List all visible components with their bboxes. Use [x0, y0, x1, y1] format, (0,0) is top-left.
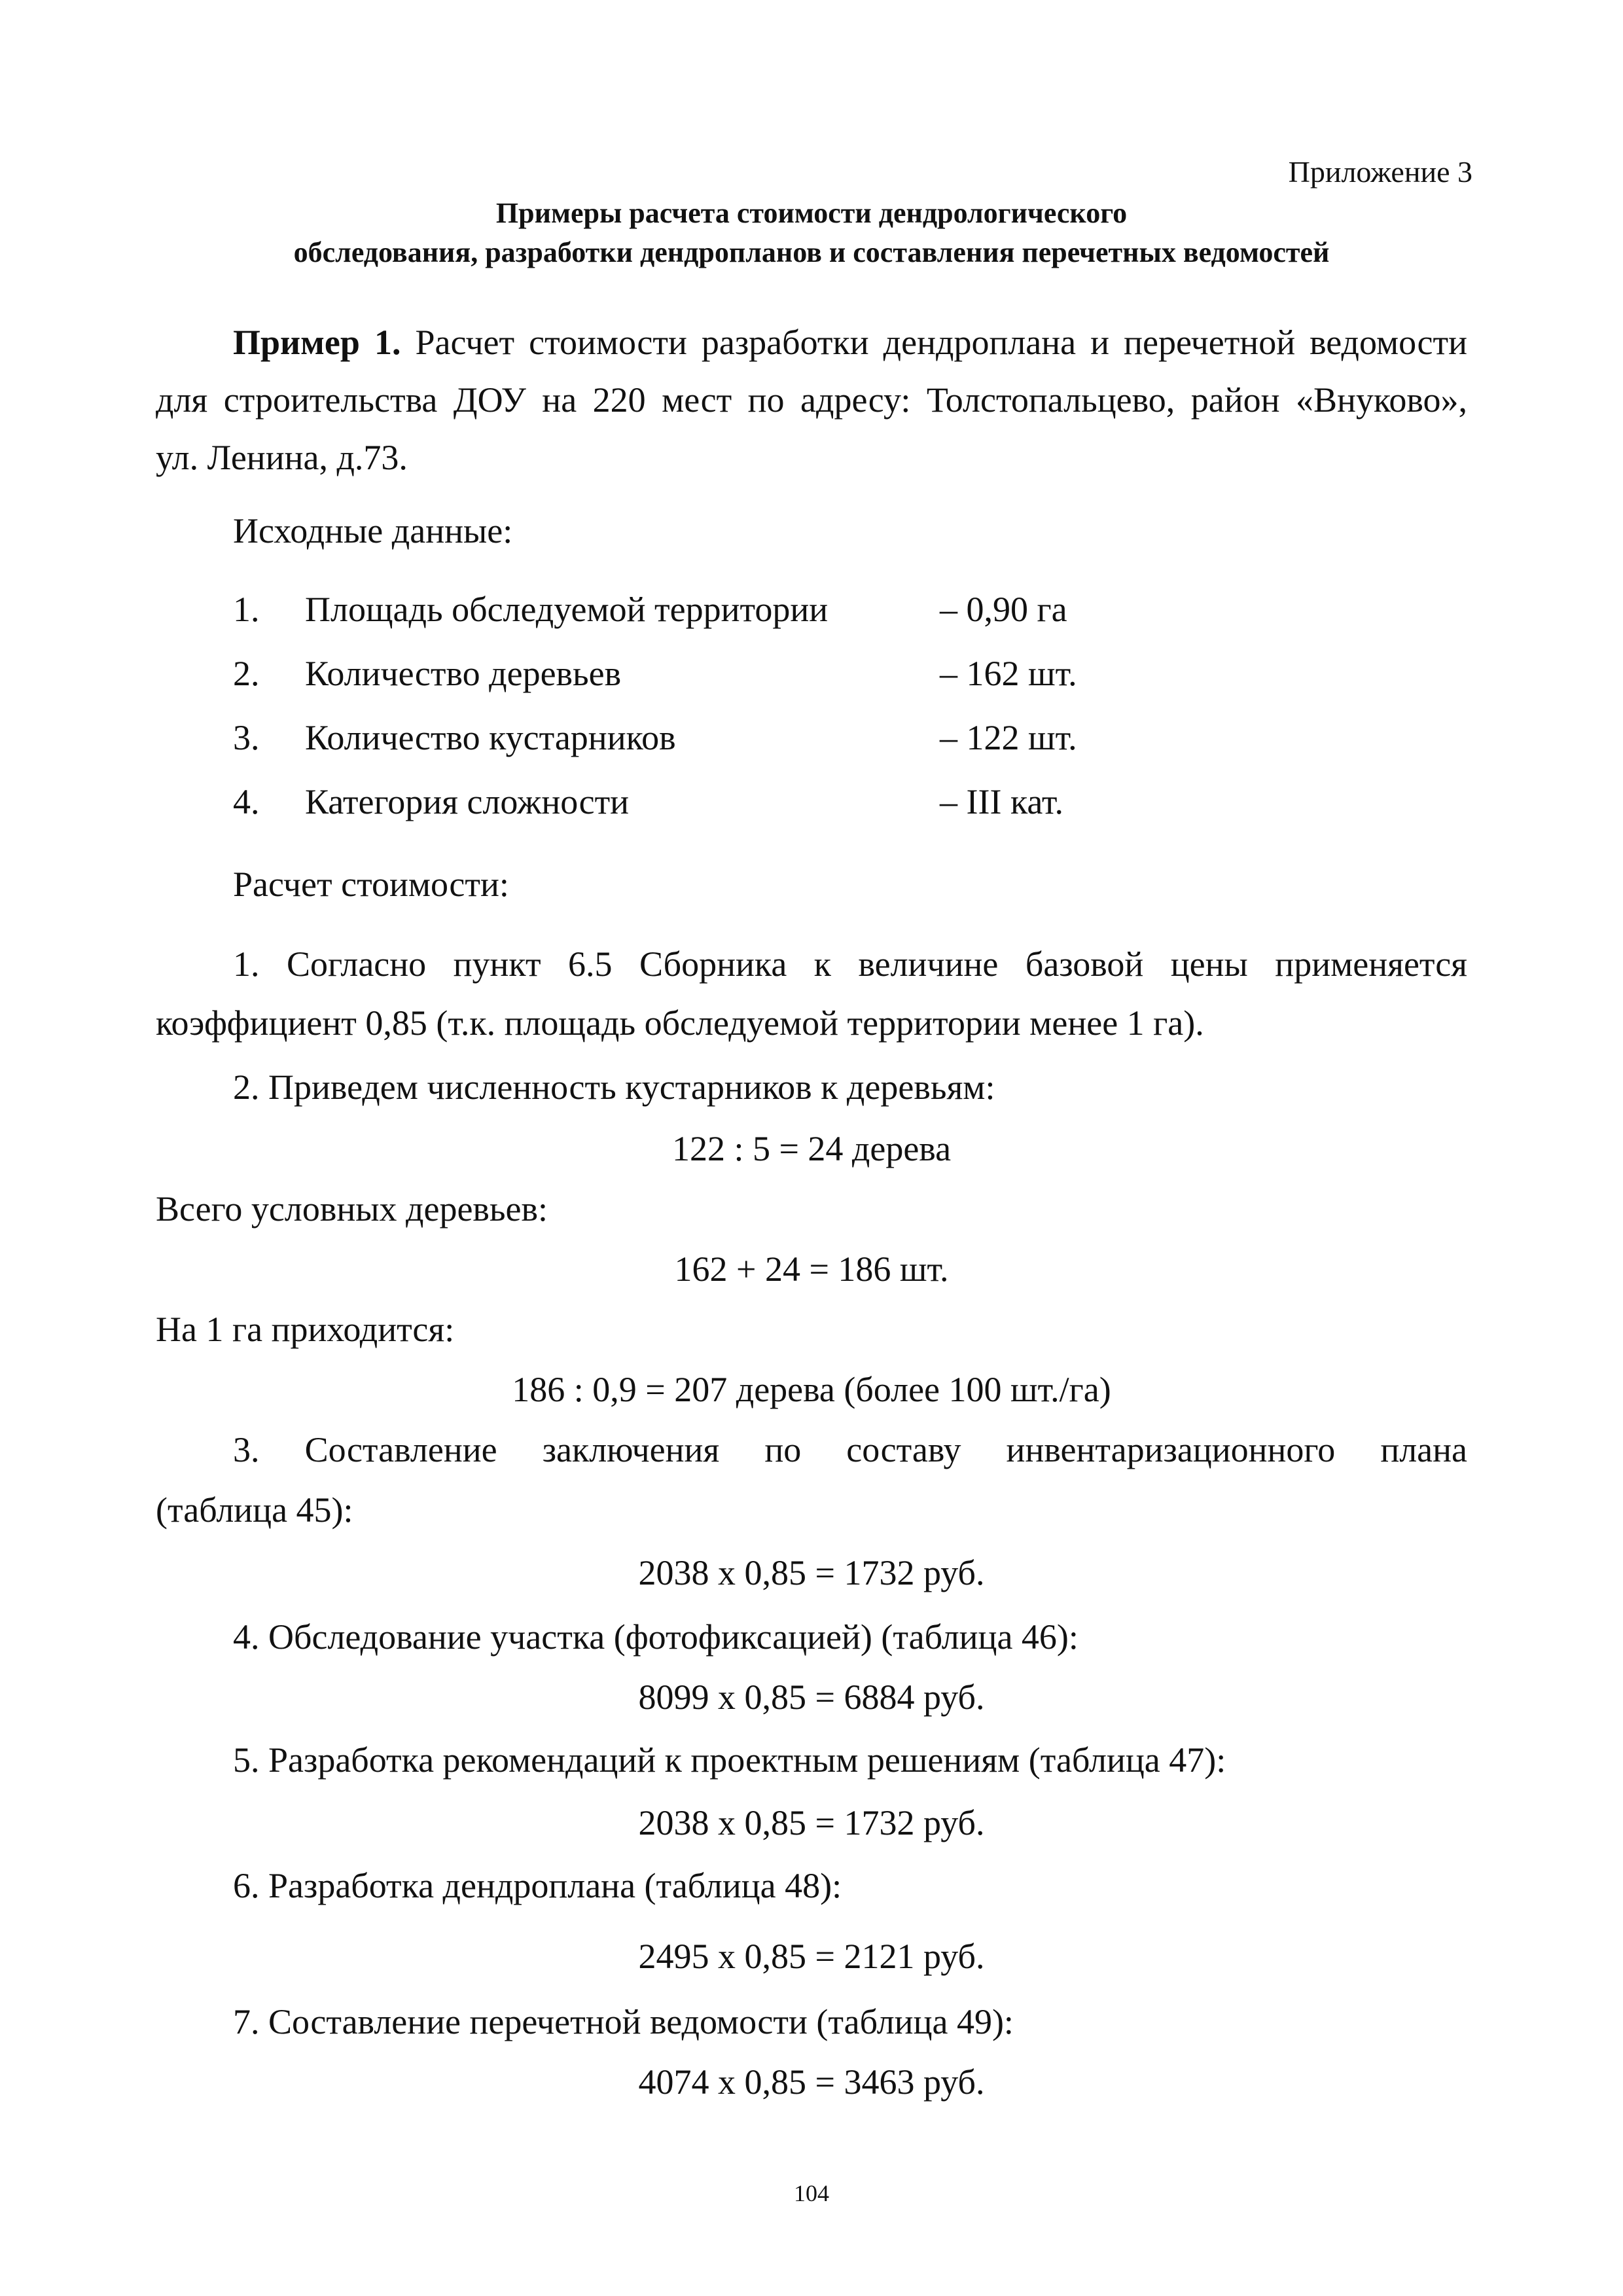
step-1-line-2: коэффициент 0,85 (т.к. площадь обследуемой территории менее 1 га).	[156, 1003, 1204, 1043]
item-2-value: – 162 шт.	[940, 654, 1077, 693]
formula-total-trees: 162 + 24 = 186 шт.	[674, 1249, 949, 1289]
step-7: 7. Составление перечетной ведомости (таблица 49):	[233, 2002, 1014, 2041]
step-2: 2. Приведем численность кустарников к деревьям:	[233, 1067, 995, 1107]
step-5: 5. Разработка рекомендаций к проектным решениям (таблица 47):	[233, 1740, 1226, 1780]
item-3-number: 3.	[233, 718, 260, 757]
item-1-number: 1.	[233, 590, 260, 629]
item-3-value: – 122 шт.	[940, 718, 1077, 757]
example-line-1-text: Расчет стоимости разработки дендроплана и перечетной ведомости	[401, 323, 1467, 362]
calculation-heading: Расчет стоимости:	[233, 865, 509, 904]
page-number: 104	[794, 2180, 829, 2206]
example-line-1	[156, 322, 1467, 363]
item-1-label: Площадь обследуемой территории	[305, 590, 829, 629]
initial-data-heading: Исходные данные:	[233, 511, 513, 550]
step-4: 4. Обследование участка (фотофиксацией) (таблица 46):	[233, 1617, 1079, 1657]
formula-shrubs-to-trees: 122 : 5 = 24 дерева	[671, 1129, 952, 1168]
item-4-value: – III кат.	[940, 782, 1063, 821]
item-2-number: 2.	[233, 654, 260, 693]
step-3-line-2: (таблица 45):	[156, 1490, 353, 1530]
total-trees-label: Всего условных деревьев:	[156, 1189, 548, 1229]
item-1-value: – 0,90 га	[940, 590, 1067, 629]
example-line-3: ул. Ленина, д.73.	[156, 438, 408, 477]
example-line-2: для строительства ДОУ на 220 мест по адресу: Толстопальцево, район «Внуково»,	[156, 380, 1467, 420]
page-title-line-2: обследования, разработки дендропланов и составления перечетных ведомостей	[293, 236, 1330, 268]
formula-step-3: 2038 х 0,85 = 1732 руб.	[638, 1553, 985, 1592]
appendix-label: Приложение 3	[1288, 155, 1472, 188]
formula-step-5: 2038 х 0,85 = 1732 руб.	[638, 1803, 985, 1842]
formula-step-7: 4074 х 0,85 = 3463 руб.	[638, 2062, 985, 2102]
formula-step-6: 2495 х 0,85 = 2121 руб.	[638, 1937, 985, 1976]
formula-per-hectare: 186 : 0,9 = 207 дерева (более 100 шт./га)	[512, 1370, 1111, 1409]
page-title-line-1: Примеры расчета стоимости дендрологического	[495, 197, 1128, 229]
item-4-label: Категория сложности	[305, 782, 630, 821]
formula-step-4: 8099 х 0,85 = 6884 руб.	[638, 1677, 985, 1717]
example-label: Пример 1.	[233, 323, 401, 362]
item-3-label: Количество кустарников	[305, 718, 676, 757]
step-1-line-1: 1. Согласно пункт 6.5 Сборника к величине базовой цены применяется	[233, 944, 1467, 984]
per-hectare-label: На 1 га приходится:	[156, 1310, 455, 1349]
step-6: 6. Разработка дендроплана (таблица 48):	[233, 1866, 842, 1905]
item-2-label: Количество деревьев	[305, 654, 622, 693]
item-4-number: 4.	[233, 782, 260, 821]
step-3-line-1: 3. Составление заключения по составу инвентаризационного плана	[233, 1430, 1467, 1469]
